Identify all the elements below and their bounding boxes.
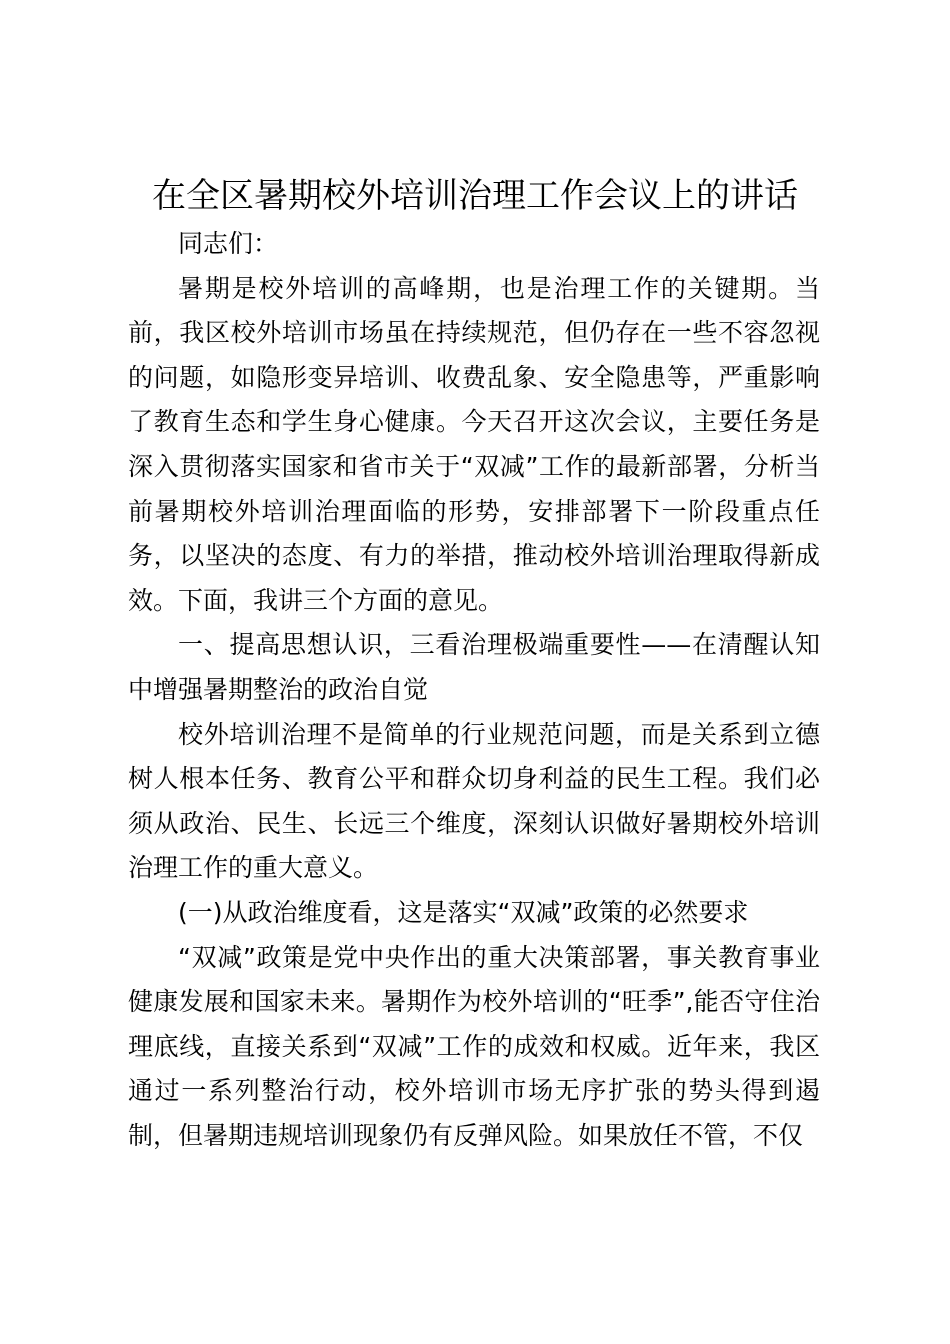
document-body (128, 222, 820, 1158)
intro-paragraph: 暑期是校外培训的高峰期，也是治理工作的关键期。当前，我区校外培训市场虽在持续规范，但仍存在一些不容忽视的问题，如隐形变异培训、收费乱象、安全隐患等，严重影响了教育生态和学生身心健康。今天召开这次会议，主要任务是深入贯彻落实国家和省市关于“双减”工作的最新部署，分析当前暑期校外培训治理面临的形势，安排部署下一阶段重点任务，以坚决的态度、有力的举措，推动校外培训治理取得新成效。下面，我讲三个方面的意见。 (128, 273, 820, 615)
subsection-one-paragraph: “双减”政策是党中央作出的重大决策部署，事关教育事业健康发展和国家未来。暑期作为校外培训的“旺季”,能否守住治理底线，直接关系到“双减”工作的成效和权威。近年来，我区通过一系列整治行动，校外培训市场无序扩张的势头得到遏制，但暑期违规培训现象仍有反弹风险。如果放任不管，不仅 (128, 942, 820, 1150)
section-one-paragraph: 校外培训治理不是简单的行业规范问题，而是关系到立德树人根本任务、教育公平和群众切身利益的民生工程。我们必须从政治、民生、长远三个维度，深刻认识做好暑期校外培训治理工作的重大意义。 (128, 719, 820, 883)
salutation-paragraph: 同志们： (178, 229, 279, 258)
subsection-heading-one: (一)从政治维度看，这是落实“双减”政策的必然要求 (178, 897, 749, 927)
document-title: 在全区暑期校外培训治理工作会议上的讲话 (152, 176, 798, 216)
section-heading-one: 一、提高思想认识，三看治理极端重要性——在清醒认知中增强暑期整治的政治自觉 (128, 630, 820, 704)
